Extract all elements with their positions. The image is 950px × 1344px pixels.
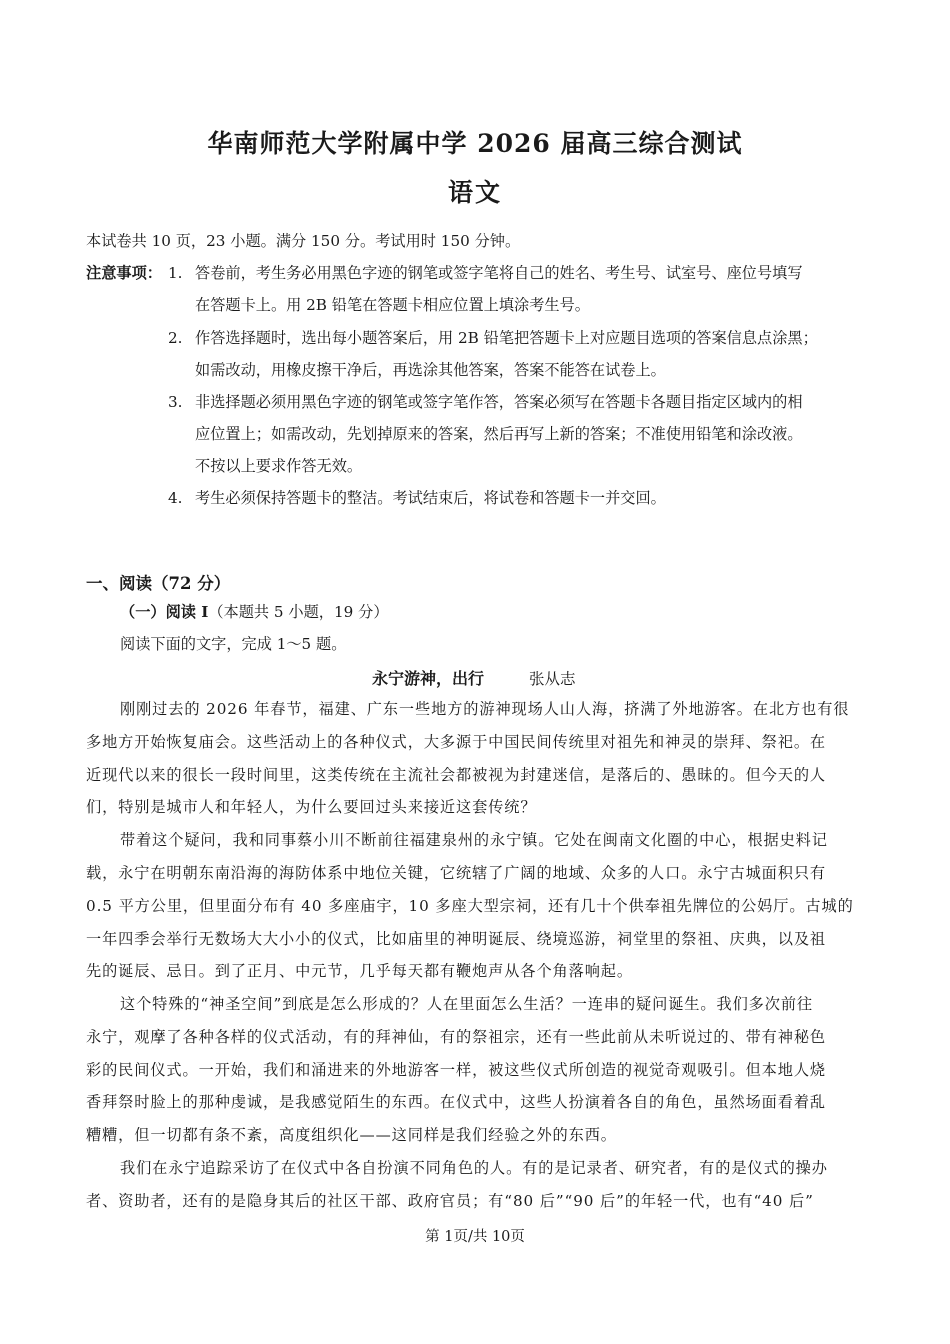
subsection-heading <box>120 602 389 622</box>
notice-item-line: 作答选择题时，选出每小题答案后，用 2B 铅笔把答题卡上对应题目选项的答案信息点涂黑； <box>195 329 818 347</box>
notice-item-number: 3. <box>168 393 183 411</box>
body-text-line: 者、资助者，还有的是隐身其后的社区干部、政府官员；有“80 后”“90 后”的年轻一代，也有“40 后” <box>86 1192 814 1210</box>
body-text-line: 彩的民间仪式。一开始，我们和涌进来的外地游客一样，被这些仪式所创造的视觉奇观吸引。但本地人烧 <box>86 1061 827 1079</box>
body-text-line: 先的诞辰、忌日。到了正月、中元节，几乎每天都有鞭炮声从各个角落响起。 <box>86 962 633 980</box>
body-text-line: 这个特殊的“神圣空间”到底是怎么形成的？人在里面怎么生活？一连串的疑问诞生。我们多次前往 <box>120 995 814 1013</box>
section-heading: 一、阅读（72 分） <box>86 574 231 593</box>
article-title: 永宁游神，出行 <box>372 669 485 688</box>
article-author: 张从志 <box>529 670 576 688</box>
body-text-line: 永宁，观摩了各种各样的仪式活动，有的拜神仙，有的祭祖宗，还有一些此前从未听说过的、带有神秘色 <box>86 1028 827 1046</box>
body-text-line: 我们在永宁追踪采访了在仪式中各自扮演不同角色的人。有的是记录者、研究者，有的是仪式的操办 <box>120 1159 828 1177</box>
notice-item-line: 非选择题必须用黑色字迹的钢笔或签字笔作答，答案必须写在答题卡各题目指定区域内的相 <box>195 393 803 411</box>
body-text-line: 带着这个疑问，我和同事蔡小川不断前往福建泉州的永宁镇。它处在闽南文化圈的中心，根据史料记 <box>120 831 828 849</box>
body-text-line: 一年四季会举行无数场大大小小的仪式，比如庙里的神明诞辰、绕境巡游，祠堂里的祭祖、庆典，以及祖 <box>86 930 827 948</box>
body-text-line: 糟糟，但一切都有条不紊，高度组织化——这同样是我们经验之外的东西。 <box>86 1126 617 1144</box>
subsection-label: （一）阅读 I <box>120 603 209 621</box>
reading-instruction: 阅读下面的文字，完成 1～5 题。 <box>120 635 347 653</box>
body-text-line: 近现代以来的很长一段时间里，这类传统在主流社会都被视为封建迷信，是落后的、愚昧的。但今天的人 <box>86 766 827 784</box>
exam-title: 华南师范大学附属中学 2026 届高三综合测试 <box>207 129 743 158</box>
page-footer: 第 1页/共 10页 <box>425 1229 525 1245</box>
subsection-note: （本题共 5 小题，19 分） <box>208 603 389 621</box>
notice-label: 注意事项： <box>86 264 162 282</box>
body-text-line: 刚刚过去的 2026 年春节，福建、广东一些地方的游神现场人山人海，挤满了外地游客。在北方也有很 <box>120 700 850 718</box>
body-text-line: 香拜祭时脸上的那种虔诚，是我感觉陌生的东西。在仪式中，这些人扮演着各自的角色，虽然场面看着乱 <box>86 1093 827 1111</box>
exam-intro: 本试卷共 10 页，23 小题。满分 150 分。考试用时 150 分钟。 <box>86 232 521 250</box>
notice-item-line: 如需改动，用橡皮擦干净后，再选涂其他答案，答案不能答在试卷上。 <box>195 361 666 379</box>
notice-item-number: 2. <box>168 329 183 347</box>
body-text-line: 多地方开始恢复庙会。这些活动上的各种仪式，大多源于中国民间传统里对祖先和神灵的崇拜、祭祀。在 <box>86 733 827 751</box>
body-text-line: 载，永宁在明朝东南沿海的海防体系中地位关键，它统辖了广阔的地域、众多的人口。永宁古城面积只有 <box>86 864 827 882</box>
body-text-line: 们，特别是城市人和年轻人，为什么要回过头来接近这套传统？ <box>86 798 537 816</box>
notice-item-line: 在答题卡上。用 2B 铅笔在答题卡相应位置上填涂考生号。 <box>195 296 590 314</box>
notice-item-line: 不按以上要求作答无效。 <box>195 457 363 475</box>
notice-item-line: 答卷前，考生务必用黑色字迹的钢笔或签字笔将自己的姓名、考生号、试室号、座位号填写 <box>195 264 803 282</box>
notice-item-line: 考生必须保持答题卡的整洁。考试结束后，将试卷和答题卡一并交回。 <box>195 489 666 507</box>
subject-title: 语文 <box>447 178 502 207</box>
notice-item-line: 应位置上；如需改动，先划掉原来的答案，然后再写上新的答案；不准使用铅笔和涂改液。 <box>195 425 803 443</box>
notice-item-number: 1. <box>168 264 183 282</box>
body-text-line: 0.5 平方公里，但里面分布有 40 多座庙宇，10 多座大型宗祠，还有几十个供奉祖先牌位的公妈厅。古城的 <box>86 897 854 915</box>
notice-item-number: 4. <box>168 489 183 507</box>
